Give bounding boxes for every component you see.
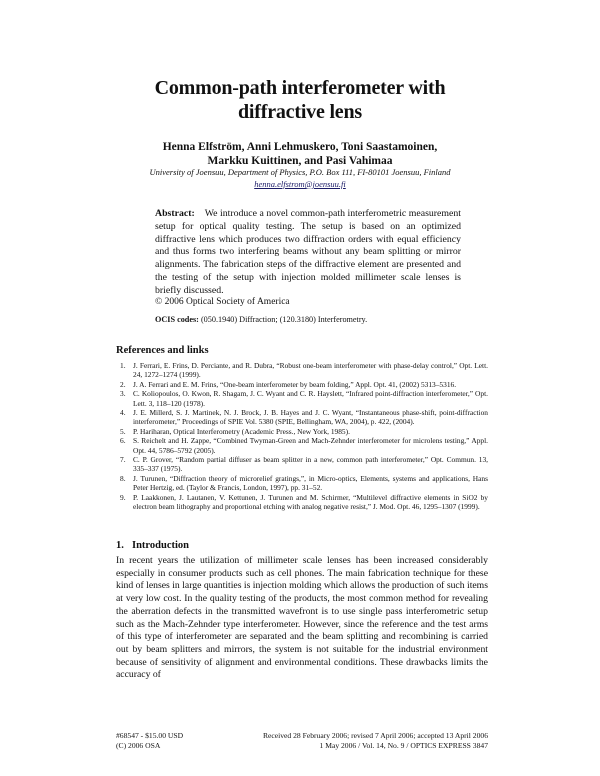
footer-left (116, 731, 183, 751)
reference-item (116, 408, 488, 427)
reference-list (116, 361, 488, 512)
reference-item (116, 427, 488, 436)
reference-number: 2. (120, 379, 126, 389)
reference-number: 7. (120, 455, 126, 465)
ocis-text: (050.1940) Diffraction; (120.3180) Interferometry. (200, 315, 368, 324)
section-number: 1. (116, 540, 124, 551)
reference-item (116, 389, 488, 408)
title-line-1: Common-path interferometer with (154, 77, 446, 99)
introduction-paragraph: In recent years the utilization of millimeter scale lenses has been increased considerably especially in consumer products such as cell phones. The main fabrication technique for these kind of lenses in large quantities is injection molding which allows the production of such items at very low cost. In the quality testing of the products, the most common method for revealing the aberration defects in the transmitted wavefront is to use single pass interferometric setup such as the Mach-Zehnder type interferometer. However, since the reference and the test arms of this type of interferometer are separated and the beam splitting and recombining is carried out by beam splitters and mirrors, the system is not suitable for the industrial environment because of sensitivity of alignment and environmental conditions. These drawbacks limits the accuracy of (116, 555, 488, 681)
reference-text: P. Hariharan, Optical Interferometry (Academic Press., New York, 1985). (133, 426, 350, 436)
footer-copyright: (C) 2006 OSA (116, 741, 161, 750)
reference-number: 1. (120, 361, 126, 370)
reference-item (116, 455, 488, 474)
author-list (0, 140, 600, 168)
reference-text: C. Koliopoulos, O. Kwon, R. Shagam, J. C. Wyant and C. R. Hayslett, “Infrared point-diffraction interferometer,” Opt. Lett. 3, 118–120 (1978). (133, 389, 488, 408)
paper-title (0, 76, 600, 124)
reference-item (116, 380, 488, 389)
reference-number: 4. (120, 408, 126, 418)
authors-line-1: Henna Elfström, Anni Lehmuskero, Toni Saastamoinen, (162, 141, 438, 153)
ocis-label: OCIS codes: (155, 315, 199, 324)
references-heading: References and links (116, 345, 209, 356)
title-line-2: diffractive lens (238, 101, 362, 123)
reference-text: J. A. Ferrari and E. M. Frins, “One-beam interferometer by beam folding,” Appl. Opt. 41, (2002) 5313–5316. (133, 379, 457, 389)
reference-text: P. Laakkonen, J. Lautanen, V. Kettunen, J. Turunen and M. Schirmer, “Multilevel diffractive elements in SiO2 by electron beam lithography and proportional etching with analog negative resist,” J. Mod. Opt. 46, 1295–1307 (1999). (133, 492, 488, 512)
reference-text: C. P. Grover, “Random partial diffuser as beam splitter in a new, common path interferometer,” Opt. Commun. 13, 335–337 (1975). (133, 455, 488, 474)
section-heading (116, 540, 189, 551)
reference-number: 3. (120, 389, 126, 399)
footer-price: #68547 - $15.00 USD (116, 731, 184, 740)
abstract (155, 208, 461, 298)
email-link[interactable]: henna.elfstrom@joensuu.fi (254, 179, 346, 189)
reference-text: J. Ferrari, E. Frins, D. Perciante, and R. Dubra, “Robust one-beam interferometer with phase-delay control,” Opt. Lett. 24, 1272–1274 (1999). (133, 361, 488, 380)
reference-item (116, 361, 488, 380)
reference-item (116, 436, 488, 455)
footer-right (263, 731, 488, 751)
reference-number: 5. (120, 426, 126, 436)
reference-item (116, 474, 488, 493)
reference-text: S. Reichelt and H. Zappe, “Combined Twyman-Green and Mach-Zehnder interferometer for microlens testing,” Appl. Opt. 44, 5786–5792 (2005). (133, 436, 488, 455)
reference-text: J. E. Millerd, S. J. Martinek, N. J. Brock, J. B. Hayes and J. C. Wyant, “Instantaneous phase-shift, point-diffraction interferometer,” Proceedings of SPIE Vol. 5380 (SPIE, Bellingham, WA, 2004), p. 422, (2004). (133, 408, 488, 427)
authors-line-2: Markku Kuittinen, and Pasi Vahimaa (207, 155, 393, 167)
footer-received: Received 28 February 2006; revised 7 April 2006; accepted 13 April 2006 (262, 731, 488, 740)
footer-journal-info: 1 May 2006 / Vol. 14, No. 9 / OPTICS EXPRESS 3847 (319, 741, 488, 750)
section-title: Introduction (132, 540, 189, 551)
affiliation: University of Joensuu, Department of Physics, P.O. Box 111, FI-80101 Joensuu, Finland (149, 167, 451, 177)
email-line (0, 179, 600, 190)
abstract-label: Abstract: (155, 208, 195, 219)
reference-text: J. Turunen, “Diffraction theory of microrelief gratings,”, in Micro-optics, Elements, systems and applications, Hans Peter Hertzig, ed. (Taylor & Francis, London, 1997), pp. 31–52. (133, 473, 488, 493)
ocis-codes (155, 314, 367, 325)
reference-number: 6. (120, 436, 126, 446)
reference-item (116, 493, 488, 512)
copyright-notice: © 2006 Optical Society of America (155, 297, 290, 307)
reference-number: 9. (120, 492, 126, 502)
abstract-text: We introduce a novel common-path interferometric measurement setup for optical quality testing. The setup is based on an optimized diffractive lens which produces two diffraction orders with equal efficiency and thus forms two interfering beams without any beam splitting or mirror alignments. The fabrication steps of the diffractive element are presented and the testing of the setup with injection molded millimeter scale lenses is briefly discussed. (155, 208, 461, 296)
reference-number: 8. (120, 473, 126, 483)
